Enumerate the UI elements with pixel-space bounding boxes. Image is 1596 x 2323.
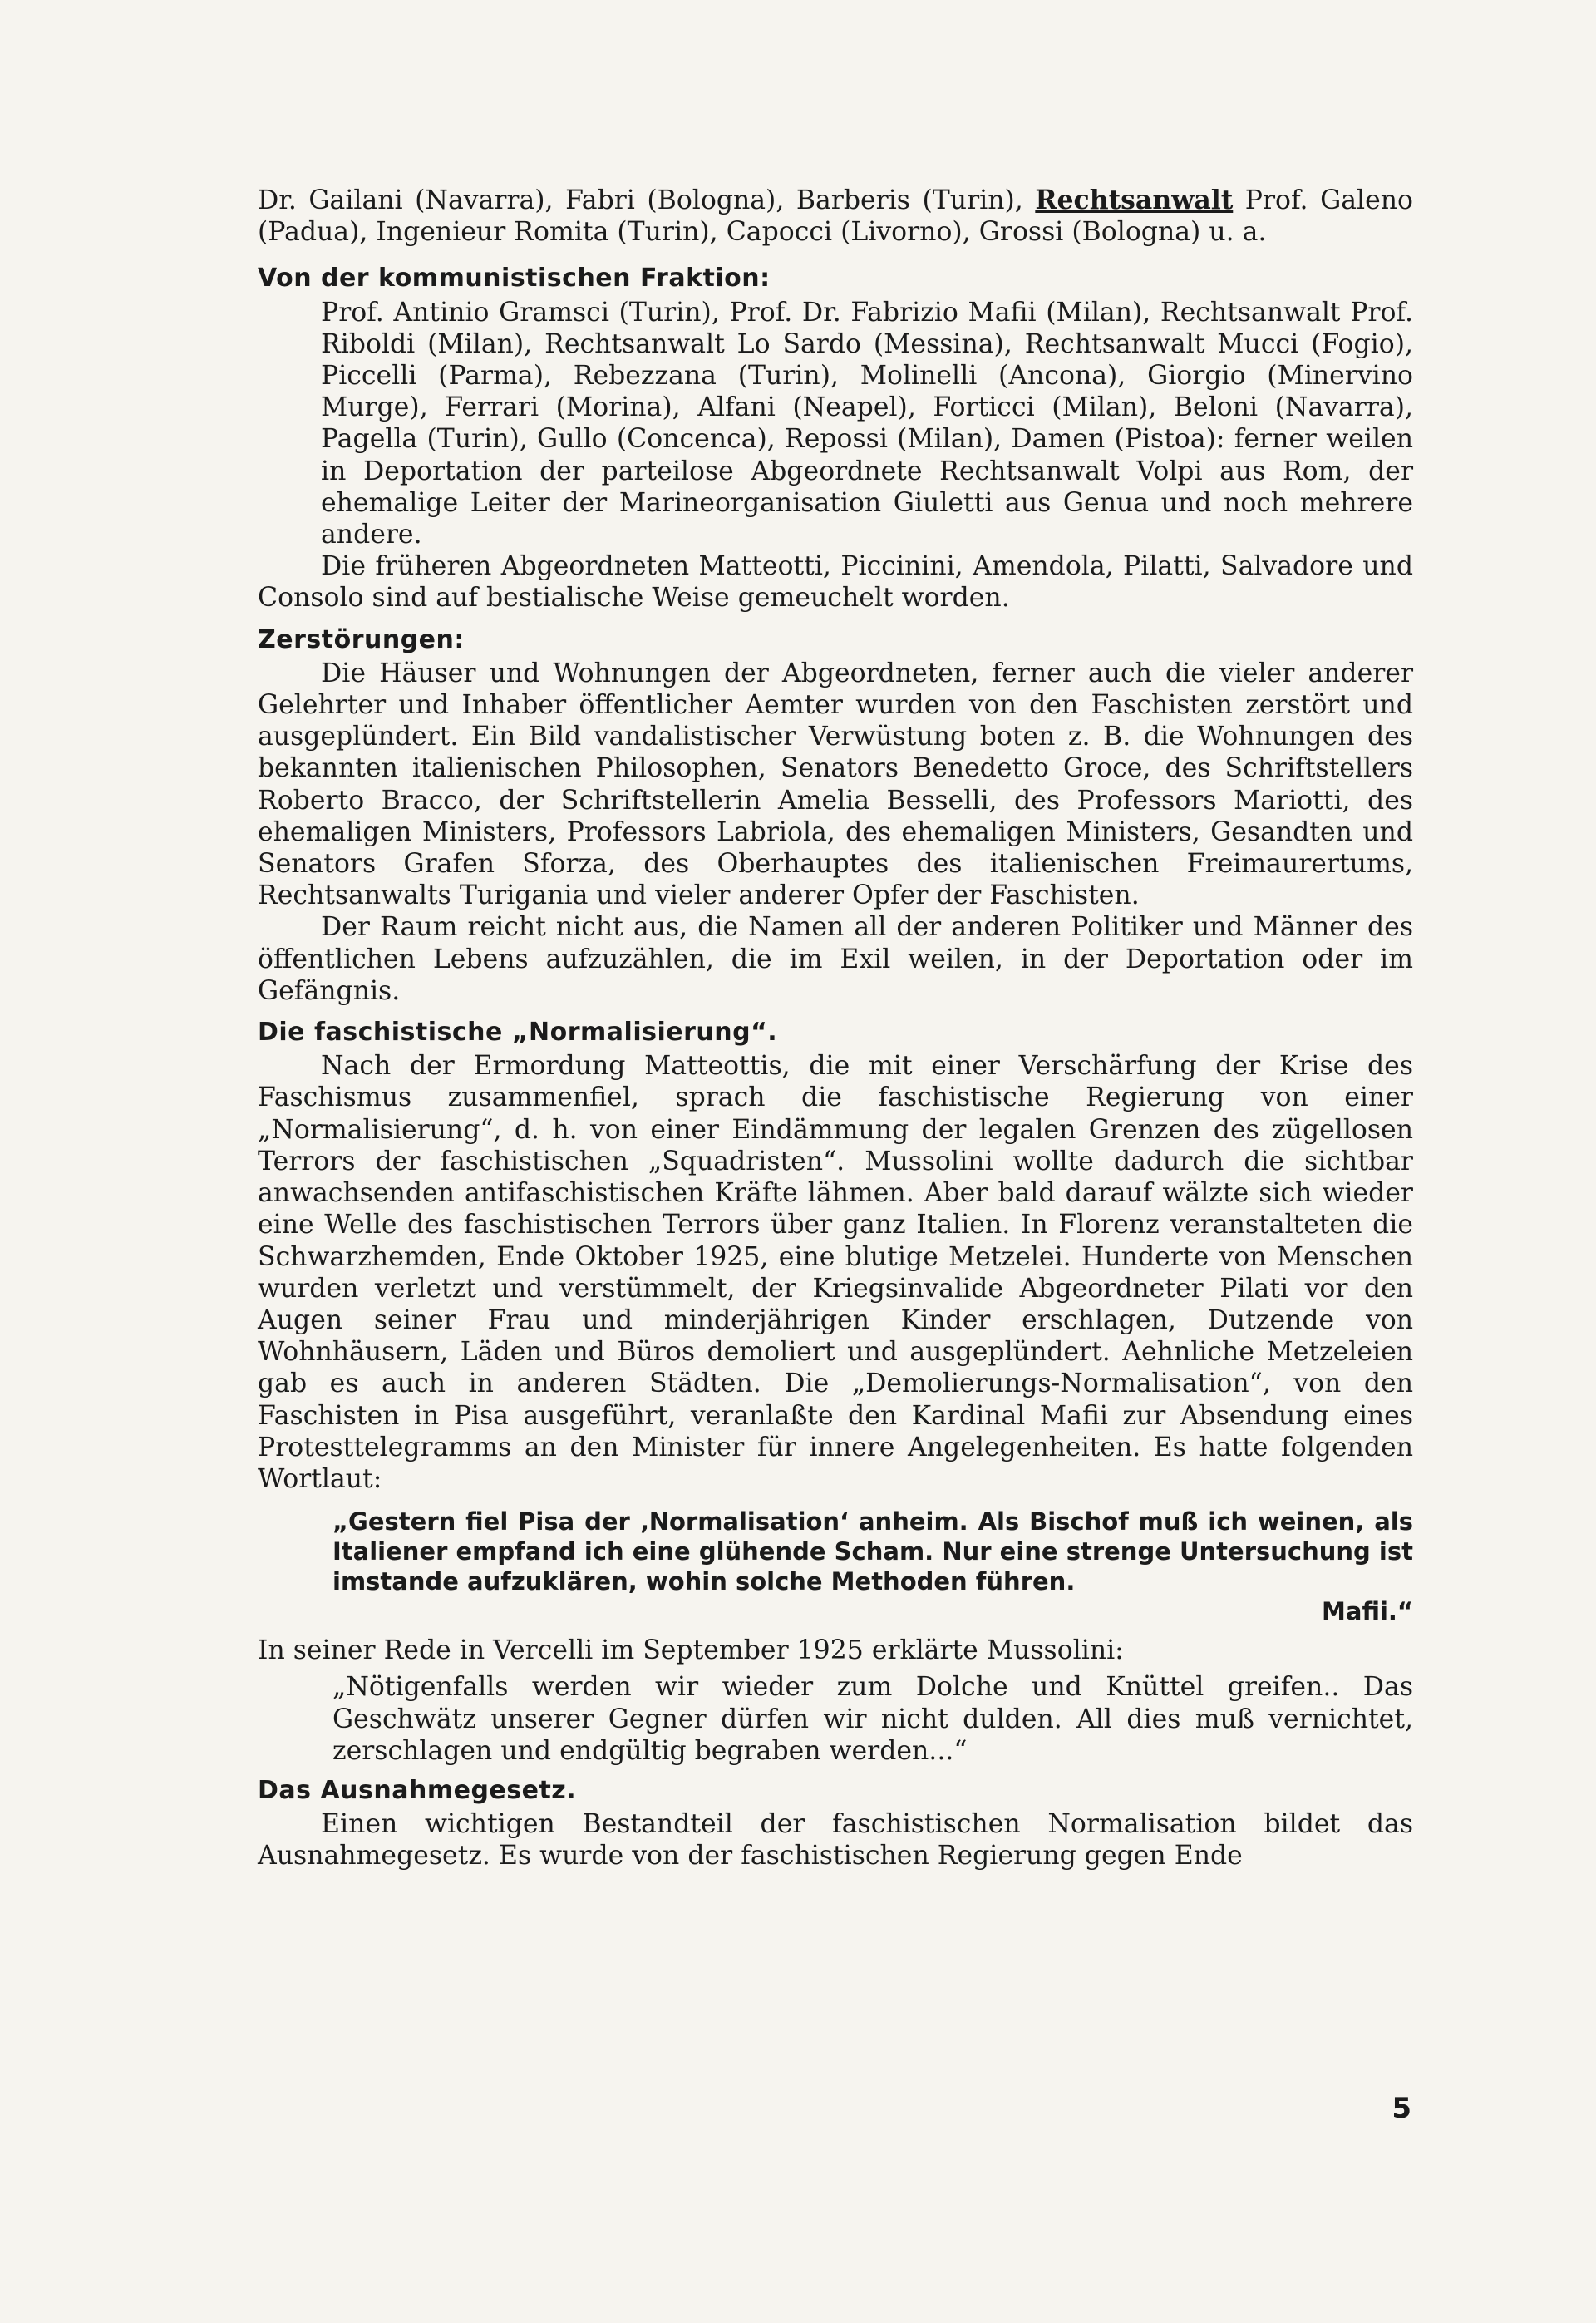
intro-underlined-word: Rechtsanwalt xyxy=(1035,185,1234,215)
page-number: 5 xyxy=(1392,2092,1411,2125)
vercelli-paragraph: In seiner Rede in Vercelli im September 1925 erklärte Mussolini: xyxy=(258,1635,1124,1666)
destruction-paragraph-2: Der Raum reicht nicht aus, die Namen all der anderen Politiker und Männer des öffentlichen Lebens aufzuzählen, die im Exil weilen, in der Deportation oder im Gefängnis. xyxy=(258,912,1413,1006)
normalization-heading: Die faschistische „Normalisierung“. xyxy=(258,1018,778,1048)
mussolini-quote: „Nötigenfalls werden wir wieder zum Dolche und Knüttel greifen.. Das Geschwätz unserer Gegner dürfen wir nicht dulden. All dies muß vernichtet, zerschlagen und endgültig begraben werden...“ xyxy=(332,1672,1413,1766)
communist-paragraph: Prof. Antinio Gramsci (Turin), Prof. Dr. Fabrizio Mafii (Milan), Rechtsanwalt Prof. Riboldi (Milan), Rechtsanwalt Lo Sardo (Messina), Rechtsanwalt Mucci (Fogio), Piccelli (Parma), Rebezzana (Turin), Molinelli (Ancona), Giorgio (Minervino Murge), Ferrari (Morina), Alfani (Neapel), Forticci (Milan), Beloni (Navarra), Pagella (Turin), Gullo (Concenca), Repossi (Milan), Damen (Pistoa): ferner weilen in Deportation der parteilose Abgeordnete Rechtsanwalt Volpi aus Rom, der ehemalige Leiter der Marineorganisation Giuletti aus Genua und noch mehrere andere. xyxy=(321,297,1413,550)
emergency-law-heading: Das Ausnahmegesetz. xyxy=(258,1775,577,1805)
pisa-quote-text: „Gestern fiel Pisa der ‚Normalisation‘ anheim. Als Bischof muß ich weinen, als Italiener empfand ich eine glühende Scham. Nur eine strenge Untersuchung ist imstande aufzuklären, wohin solche Methoden führen. xyxy=(332,1507,1413,1596)
emergency-law-paragraph: Einen wichtigen Bestandteil der faschistischen Normalisation bildet das Ausnahmegesetz. Es wurde von der faschistischen Regierung gegen Ende xyxy=(258,1809,1413,1872)
intro-text: Dr. Gailani (Navarra), Fabri (Bologna), Barberis (Turin), xyxy=(258,185,1036,215)
intro-paragraph xyxy=(258,185,1413,248)
pisa-telegram-quote xyxy=(332,1507,1413,1626)
intro-text-2: Prof. Galeno (Padua), Ingenieur Romita (Turin), Capocci (Livorno), Grossi (Bologna) u. a. xyxy=(258,185,1414,248)
communist-heading: Von der kommunistischen Fraktion: xyxy=(258,264,771,293)
destruction-paragraph: Die Häuser und Wohnungen der Abgeordneten, ferner auch die vieler anderer Gelehrter und Inhaber öffentlicher Aemter wurden von den Faschisten zerstört und ausgeplündert. Ein Bild vandalistischer Verwüstung boten z. B. die Wohnungen des bekannten italienischen Philosophen, Senators Benedetto Groce, des Schriftstellers Roberto Bracco, der Schriftstellerin Amelia Besselli, des Professors Mariotti, des ehemaligen Ministers, Professors Labriola, des ehemaligen Ministers, Gesandten und Senators Grafen Sforza, des Oberhauptes des italienischen Freimaurertums, Rechtsanwalts Turigania und vieler anderer Opfer der Faschisten. xyxy=(258,658,1413,911)
pisa-quote-signature: Mafii.“ xyxy=(1322,1597,1413,1626)
text-column xyxy=(258,185,1413,1872)
normalization-paragraph: Nach der Ermordung Matteottis, die mit einer Verschärfung der Krise des Faschismus zusammenfiel, sprach die faschistische Regierung von einer „Normalisierung“, d. h. von einer Eindämmung der legalen Grenzen des zügellosen Terrors der faschistischen „Squadristen“. Mussolini wollte dadurch die sichtbar anwachsenden antifaschistischen Kräfte lähmen. Aber bald darauf wälzte sich wieder eine Welle des faschistischen Terrors über ganz Italien. In Florenz veranstalteten die Schwarzhemden, Ende Oktober 1925, eine blutige Metzelei. Hunderte von Menschen wurden verletzt und verstümmelt, der Kriegsinvalide Abgeordneter Pilati vor den Augen seiner Frau und minderjährigen Kinder erschlagen, Dutzende von Wohnhäusern, Läden und Büros demoliert und ausgeplündert. Aehnliche Metzeleien gab es auch in anderen Städten. Die „Demolierungs-Normalisation“, von den Faschisten in Pisa ausgeführt, veranlaßte den Kardinal Mafii zur Absendung eines Protesttelegramms an den Minister für innere Angelegenheiten. Es hatte folgenden Wortlaut: xyxy=(258,1051,1413,1494)
communist-paragraph-2: Die früheren Abgeordneten Matteotti, Piccinini, Amendola, Pilatti, Salvadore und Consolo sind auf bestialische Weise gemeuchelt worden. xyxy=(258,551,1413,614)
destruction-heading: Zerstörungen: xyxy=(258,624,465,654)
